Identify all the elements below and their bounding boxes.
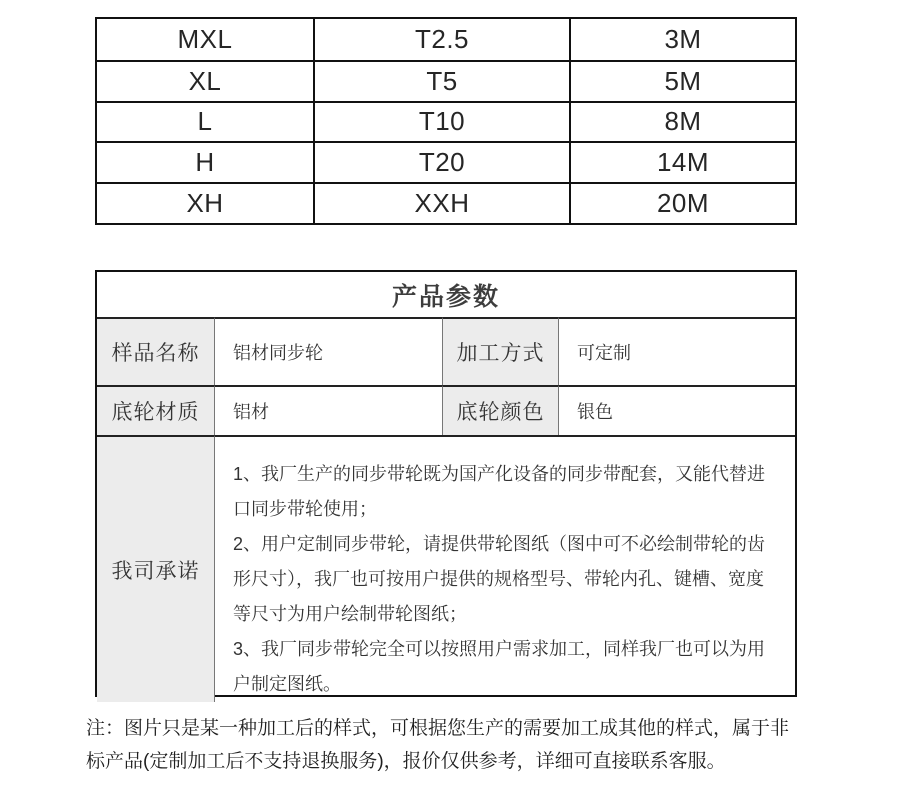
spec-cell: T2.5 xyxy=(313,19,569,60)
spec-cell: XH xyxy=(97,182,313,223)
spec-cell: T5 xyxy=(313,60,569,101)
spec-cell: 20M xyxy=(569,182,795,223)
belt-spec-table xyxy=(95,17,797,225)
page-note: 注：图片只是某一种加工后的样式，可根据您生产的需要加工成其他的样式，属于非标产品(定制加工后不支持退换服务)，报价仅供参考，详细可直接联系客服。 xyxy=(86,718,790,772)
param-label-sample-name: 样品名称 xyxy=(97,317,214,385)
spec-cell: T10 xyxy=(313,101,569,142)
spec-cell: XL xyxy=(97,60,313,101)
param-value-material: 铝材 xyxy=(214,385,442,435)
promise-item: 1、我厂生产的同步带轮既为国产化设备的同步带配套，又能代替进口同步带轮使用； xyxy=(233,464,766,519)
param-label-material: 底轮材质 xyxy=(97,385,214,435)
spec-cell: H xyxy=(97,141,313,182)
spec-cell: 8M xyxy=(569,101,795,142)
spec-cell: 5M xyxy=(569,60,795,101)
param-table-title: 产品参数 xyxy=(391,282,500,311)
product-parameters-table xyxy=(95,270,797,697)
param-value-color: 银色 xyxy=(558,385,795,435)
spec-cell: T20 xyxy=(313,141,569,182)
param-value-processing: 可定制 xyxy=(558,317,795,385)
param-label-processing: 加工方式 xyxy=(442,317,558,385)
param-value-promise xyxy=(214,435,795,702)
spec-cell: 14M xyxy=(569,141,795,182)
promise-item: 2、用户定制同步带轮，请提供带轮图纸（图中可不必绘制带轮的齿形尺寸），我厂也可按用户提供的规格型号、带轮内孔、键槽、宽度等尺寸为用户绘制带轮图纸； xyxy=(233,534,766,624)
promise-item: 3、我厂同步带轮完全可以按照用户需求加工，同样我厂也可以为用户制定图纸。 xyxy=(233,639,766,694)
spec-cell: L xyxy=(97,101,313,142)
param-label-promise: 我司承诺 xyxy=(97,435,214,702)
spec-cell: XXH xyxy=(313,182,569,223)
spec-cell: MXL xyxy=(177,23,233,54)
spec-cell: 3M xyxy=(569,19,795,60)
param-value-sample-name: 铝材同步轮 xyxy=(214,317,442,385)
param-label-color: 底轮颜色 xyxy=(442,385,558,435)
